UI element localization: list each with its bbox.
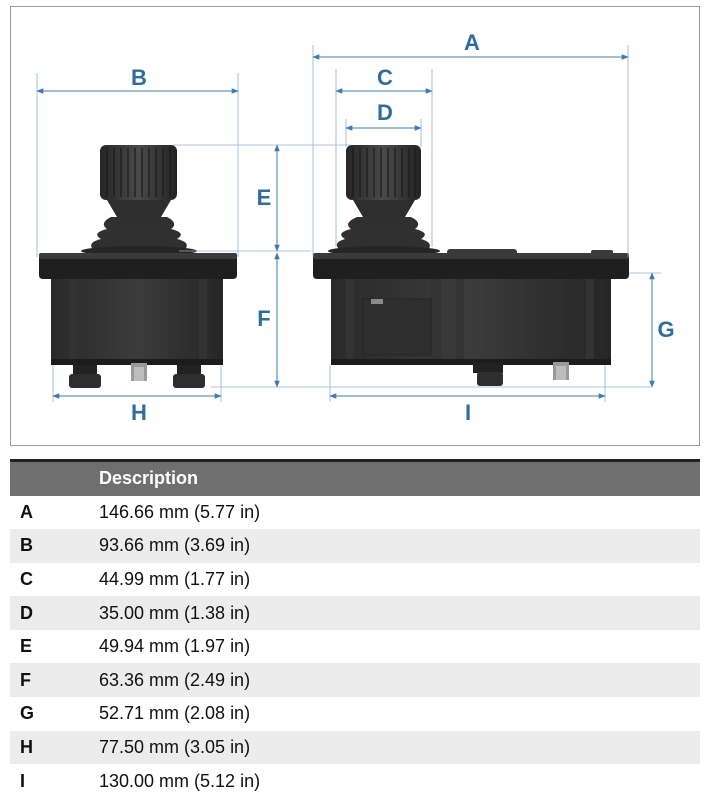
table-row — [10, 630, 700, 664]
dimension-value: 35.00 mm (1.38 in) — [99, 602, 251, 623]
table-header-key — [10, 461, 99, 496]
table-row — [10, 496, 700, 530]
table-header-row — [10, 461, 700, 496]
dimension-key: B — [20, 535, 33, 556]
dimension-value: 44.99 mm (1.77 in) — [99, 568, 251, 589]
dimension-value: 130.00 mm (5.12 in) — [99, 770, 261, 791]
dimension-value: 146.66 mm (5.77 in) — [99, 501, 261, 522]
joystick-front-view — [39, 145, 237, 388]
dimension-key: D — [20, 602, 33, 623]
dimension-key: H — [20, 736, 33, 757]
dimension-label-i: I — [464, 400, 472, 425]
dimension-value: 49.94 mm (1.97 in) — [99, 636, 251, 657]
table-row — [10, 697, 700, 731]
dimension-key: A — [20, 501, 33, 522]
dimension-key: C — [20, 568, 33, 589]
dimension-label-f: F — [257, 306, 271, 331]
table-row — [10, 563, 700, 597]
dimension-label-b: B — [131, 65, 147, 90]
table-row — [10, 596, 700, 630]
dimension-value: 52.71 mm (2.08 in) — [99, 703, 251, 724]
dimension-key: G — [20, 703, 35, 724]
dimension-label-a: A — [464, 30, 480, 55]
table-row — [10, 663, 700, 697]
joystick-side-view — [313, 145, 629, 386]
dimension-value: 63.36 mm (2.49 in) — [99, 669, 251, 690]
table-row — [10, 731, 700, 765]
dimension-value: 77.50 mm (3.05 in) — [99, 736, 251, 757]
dimension-key: I — [20, 770, 26, 791]
dimension-value: 93.66 mm (3.69 in) — [99, 535, 251, 556]
dimensions-table — [10, 459, 700, 798]
table-row — [10, 764, 700, 798]
table-header-description: Description — [99, 468, 199, 489]
dimension-label-d: D — [377, 100, 393, 125]
dimension-key: F — [20, 669, 31, 690]
dimension-label-h: H — [131, 400, 147, 425]
dimension-label-e: E — [256, 185, 272, 210]
dimension-drawing-svg — [11, 7, 700, 446]
table-row — [10, 529, 700, 563]
dimension-key: E — [20, 636, 33, 657]
dimension-label-g: G — [657, 317, 675, 342]
dimension-drawing — [10, 6, 700, 446]
dimension-label-c: C — [377, 65, 393, 90]
